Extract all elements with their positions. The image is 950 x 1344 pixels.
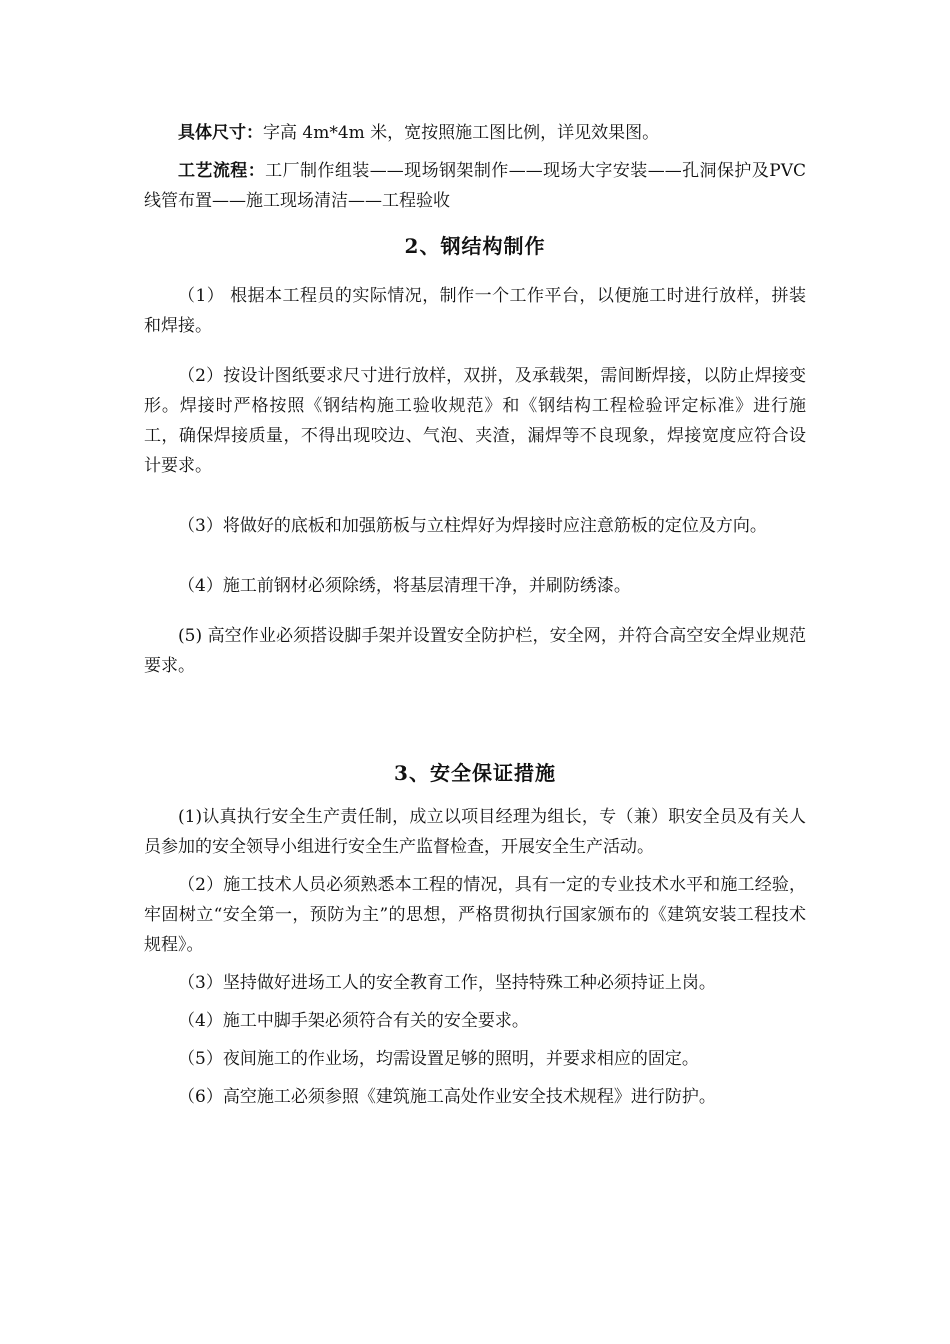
section-3-heading: 3、安全保证措施	[394, 761, 556, 785]
section-3-item-3: （3）坚持做好进场工人的安全教育工作，坚持特殊工种必须持证上岗。	[178, 973, 716, 993]
size-text: 字高 4m*4m 米，宽按照施工图比例，详见效果图。	[263, 123, 660, 143]
section-2-item-3: （3）将做好的底板和加强筋板与立柱焊好为焊接时应注意筋板的定位及方向。	[178, 516, 767, 536]
section-3-item-4: （4）施工中脚手架必须符合有关的安全要求。	[178, 1011, 529, 1031]
section-2-item-4: （4）施工前钢材必须除绣，将基层清理干净，并刷防绣漆。	[178, 576, 631, 596]
process-text: 工厂制作组装——现场钢架制作——现场大字安装——孔洞保护及PVC线管布置——施工现场清洁——工程验收	[144, 161, 806, 211]
section-3-item-5: （5）夜间施工的作业场，均需设置足够的照明，并要求相应的固定。	[178, 1049, 699, 1069]
size-paragraph	[144, 118, 806, 148]
document-body	[144, 118, 806, 1112]
process-label: 工艺流程：	[178, 161, 266, 181]
section-2-heading: 2、钢结构制作	[404, 234, 546, 258]
section-3-item-6: （6）高空施工必须参照《建筑施工高处作业安全技术规程》进行防护。	[178, 1087, 716, 1107]
section-3-item-2: （2）施工技术人员必须熟悉本工程的情况，具有一定的专业技术水平和施工经验，牢固树立“安全第一，预防为主”的思想，严格贯彻执行国家颁布的《建筑安装工程技术规程》。	[144, 875, 806, 955]
process-paragraph	[144, 156, 806, 216]
size-label: 具体尺寸：	[178, 123, 263, 143]
section-3-item-1: (1)认真执行安全生产责任制，成立以项目经理为组长，专（兼）职安全员及有关人员参加的安全领导小组进行安全生产监督检查，开展安全生产活动。	[144, 807, 806, 857]
section-2-item-5: (5) 高空作业必须搭设脚手架并设置安全防护栏，安全网，并符合高空安全焊业规范要求。	[144, 626, 806, 676]
section-2-item-2: （2）按设计图纸要求尺寸进行放样，双拼，及承载架，需间断焊接，以防止焊接变形。焊接时严格按照《钢结构施工验收规范》和《钢结构工程检验评定标准》进行施工，确保焊接质量，不得出现咬边、气泡、夹渣，漏焊等不良现象，焊接宽度应符合设计要求。	[144, 366, 806, 476]
section-2-item-1: （1） 根据本工程员的实际情况，制作一个工作平台，以便施工时进行放样，拼装和焊接。	[144, 286, 806, 336]
